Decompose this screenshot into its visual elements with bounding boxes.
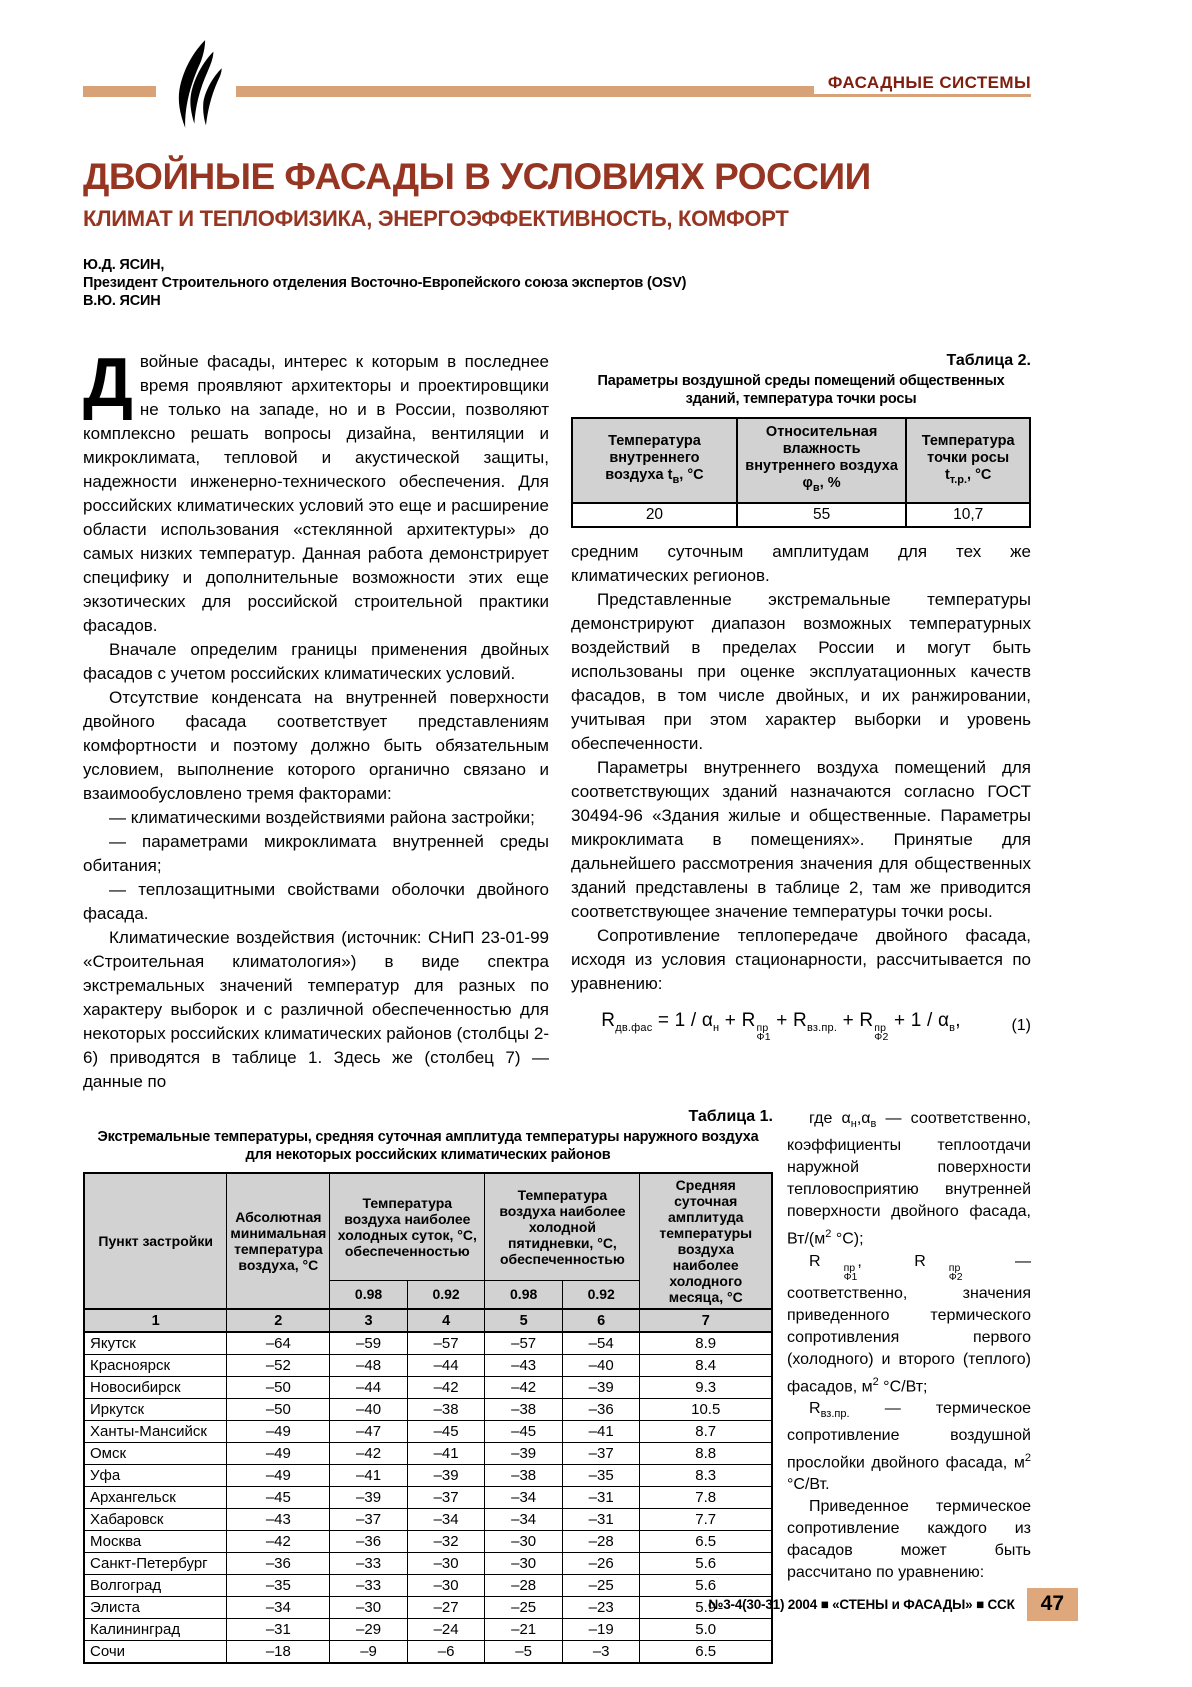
value-cell: –42 [407,1377,485,1399]
value-cell: –34 [227,1597,330,1619]
value-cell: –45 [485,1421,563,1443]
value-cell: –41 [407,1443,485,1465]
value-cell: –40 [562,1355,640,1377]
value-cell: –41 [330,1465,408,1487]
value-cell: –45 [407,1421,485,1443]
city-cell: Санкт-Петербург [84,1553,227,1575]
author-line: В.Ю. ЯСИН [83,293,161,309]
value-cell: –44 [330,1377,408,1399]
value-cell: –27 [407,1597,485,1619]
value-cell: 5.0 [640,1619,772,1641]
page-footer [83,1588,1078,1621]
table1-label: Таблица 1. [688,1108,773,1125]
value-cell: –48 [330,1355,408,1377]
value-cell: –34 [407,1509,485,1531]
value-cell: –24 [407,1619,485,1641]
table2-caption: Параметры воздушной среды помещений общественных зданий, температура точки росы [597,373,1005,407]
column-number: 5 [485,1309,563,1332]
value-cell: –31 [227,1619,330,1641]
value-cell: –31 [562,1509,640,1531]
bottom-section [83,1108,1031,1664]
value-cell: –42 [330,1443,408,1465]
article-subtitle: КЛИМАТ И ТЕПЛОФИЗИКА, ЭНЕРГОЭФФЕКТИВНОСТЬ, КОМФОРТ [83,206,789,231]
column-header: Пункт застройки [84,1173,227,1309]
value-cell: –50 [227,1399,330,1421]
table2-label: Таблица 2. [946,352,1031,369]
value-cell: –21 [485,1619,563,1641]
sup-sub-stack: пр Ф2 [948,1261,963,1284]
value-cell: 10.5 [640,1399,772,1421]
value-cell: 6.5 [640,1531,772,1553]
table-row [84,1421,772,1443]
city-cell: Архангельск [84,1487,227,1509]
value-cell: –40 [330,1399,408,1421]
footer-issue: №3-4(30-31) 2004 ■ «СТЕНЫ и ФАСАДЫ» ■ ССК [708,1597,1015,1612]
value-cell: –37 [330,1509,408,1531]
value-cell: –32 [407,1531,485,1553]
right-column [571,350,1031,1094]
author-line: Президент Строительного отделения Восточно-Европейского союза экспертов (OSV) [83,275,687,291]
sub-header: 0.98 [485,1280,563,1309]
value-cell: –6 [407,1641,485,1664]
value-cell: –38 [485,1399,563,1421]
table1-block [83,1108,773,1664]
value-cell: –35 [562,1465,640,1487]
value-cell: –36 [562,1399,640,1421]
page-number-badge: 47 [1027,1588,1078,1621]
value-cell: 55 [737,503,906,527]
value-cell: 6.5 [640,1641,772,1664]
value-cell: –57 [485,1332,563,1355]
value-cell: 5.9 [640,1597,772,1619]
value-cell: –39 [330,1487,408,1509]
value-cell: 8.8 [640,1443,772,1465]
paragraph: Параметры внутреннего воздуха помещений для соответствующих зданий назначаются согласно ГОСТ 30494-96 «Здания жилые и общественные. Параметры микроклимата в помещениях». Принятые для дальнейшего рассмотрения значения для общественных зданий представлены в таблице 2, там же приводится соответствующее значение температуры точки росы. [571,757,1031,921]
table-row [84,1332,772,1355]
column-header: Температура внутреннего воздуха $t_в$, °С [572,418,737,503]
value-cell: –39 [407,1465,485,1487]
city-cell: Новосибирск [84,1377,227,1399]
value-cell: –57 [407,1332,485,1355]
group-header: Температура воздуха наиболее холодной пятидневки, °С, обеспеченностью [485,1173,640,1280]
city-cell: Сочи [84,1641,227,1664]
sup-sub-stack: пр Ф1 [756,1021,771,1044]
paragraph: средним суточным амплитудам для тех же климатических регионов. [571,541,1031,585]
city-cell: Иркутск [84,1399,227,1421]
table-row [84,1487,772,1509]
value-cell: –29 [330,1619,408,1641]
city-cell: Калининград [84,1619,227,1641]
value-cell: –28 [485,1575,563,1597]
value-cell: –34 [485,1487,563,1509]
table1-caption: Экстремальные температуры, средняя суточная амплитуда температуры наружного воздуха для некоторых российских климатических районов [97,1129,759,1163]
value-cell: –54 [562,1332,640,1355]
value-cell: –26 [562,1553,640,1575]
table-row [84,1531,772,1553]
paragraph: Климатические воздействия (источник: СНиП 23-01-99 «Строительная климатология») в виде спектра экстремальных значений температур для разных по характеру выборок и с различной обеспеченностью для некоторых российских климатических районов (столбцы 2-6) приводятся в таблице 1. Здесь же (столбец 7) — данные по [83,928,549,1091]
value-cell: –3 [562,1641,640,1664]
value-cell: –35 [227,1575,330,1597]
sub-header: 0.92 [562,1280,640,1309]
value-cell: 7.7 [640,1509,772,1531]
table2-value-row [572,503,1030,527]
city-cell: Ханты-Мансийск [84,1421,227,1443]
sub-header: 0.92 [407,1280,485,1309]
value-cell: 9.3 [640,1377,772,1399]
value-cell: –59 [330,1332,408,1355]
article-body [83,343,1032,1664]
value-cell: 10,7 [906,503,1030,527]
notes-column [787,1108,1031,1664]
value-cell: 20 [572,503,737,527]
table-row [84,1355,772,1377]
value-cell: –5 [485,1641,563,1664]
column-number: 2 [227,1309,330,1332]
value-cell: –50 [227,1377,330,1399]
value-cell: 7.8 [640,1487,772,1509]
value-cell: –38 [407,1399,485,1421]
value-cell: –42 [227,1531,330,1553]
value-cell: –47 [330,1421,408,1443]
column-number: 1 [84,1309,227,1332]
bullet-item: — параметрами микроклимата внутренней среды обитания; [83,832,549,875]
city-cell: Красноярск [84,1355,227,1377]
value-cell: –9 [330,1641,408,1664]
paragraph: Представленные экстремальные температуры демонстрируют диапазон возможных температурных воздействий в пределах России и могут быть использованы при оценке эксплуатационных качеств фасадов, в том числе двойных, и их ранжировании, учитывая при этом характер выборки и уровень обеспеченности. [571,589,1031,753]
equation-1 [571,1010,1031,1043]
column-header: Температура точки росы $t_{т.р.}$, °С [906,418,1030,503]
value-cell: 8.9 [640,1332,772,1355]
value-cell: –42 [485,1377,563,1399]
value-cell: –30 [485,1553,563,1575]
value-cell: –18 [227,1641,330,1664]
city-cell: Волгоград [84,1575,227,1597]
note-paragraph: где $\alpha_н,\alpha_в$ — соответственно, коэффициенты теплоотдачи наружной поверхности тепловосприятию внутренней поверхности двойного фасада, $Вт/(м^2$ °С); [787,1110,1032,1248]
value-cell: –41 [562,1421,640,1443]
bullet-item: — климатическими воздействиями района застройки; [109,808,535,827]
value-cell: 5.6 [640,1553,772,1575]
group-header: Температура воздуха наиболее холодных суток, °С, обеспеченностью [330,1173,485,1280]
note-paragraph: $R_{вз.пр.}$ — термическое сопротивление воздушной прослойки двойного фасада, $м^2$ °С/Вт. [787,1399,1031,1494]
column-number: 6 [562,1309,640,1332]
sup-sub-stack: пр Ф2 [874,1021,889,1044]
value-cell: –39 [485,1443,563,1465]
value-cell: –34 [485,1509,563,1531]
intro-paragraph: Двойные фасады, интерес к которым в последнее время проявляют архитекторы и проектировщики не только на западе, но и в России, позволяют комплексно решать вопросы дизайна, вентиляции и микроклимата, тепловой и акустической защиты, надежности инженерно-технического обеспечения. Для российских климатических условий это еще и расширение области использования «стеклянной архитектуры» до самых низких температур. Данная работа демонстрирует специфику и дополнительные возможности этих еще экзотических для российской строительной практики фасадов. [83,343,549,635]
value-cell: –23 [562,1597,640,1619]
value-cell: –38 [485,1465,563,1487]
value-cell: –37 [562,1443,640,1465]
authors-block [83,256,686,310]
column-header: Относительная влажность внутреннего воздуха $\varphi_в$, % [737,418,906,503]
column-header: Средняя суточная амплитуда температуры воздуха наиболее холодного месяца, °С [640,1173,772,1309]
bullet-item: — теплозащитными свойствами оболочки двойного фасада. [83,880,549,923]
table-row [84,1619,772,1641]
value-cell: 8.4 [640,1355,772,1377]
sub-header: 0.98 [330,1280,408,1309]
value-cell: –28 [562,1531,640,1553]
equation-body: $R_{дв.фас} = 1 / \alpha_н + R$ пр Ф1 + $R_{вз.пр.} + R$ пр Ф2 + $1 / \alpha_в$, [601,1009,961,1044]
value-cell: –30 [407,1575,485,1597]
paragraph: Сопротивление теплопередаче двойного фасада, исходя из условия стационарности, рассчитывается по уравнению: [571,925,1031,993]
value-cell: –31 [562,1487,640,1509]
value-cell: –30 [485,1531,563,1553]
value-cell: –36 [227,1553,330,1575]
value-cell: 8.7 [640,1421,772,1443]
table-row [84,1641,772,1664]
column-number: 7 [640,1309,772,1332]
city-cell: Хабаровск [84,1509,227,1531]
sup-sub-stack: пр Ф1 [843,1261,858,1284]
value-cell: –25 [562,1575,640,1597]
note-paragraph: R пр Ф1 , R пр Ф2 — соответственно, значения приведенного термического сопротивления первого (холодного) и второго (теплого) фасадов, $м^2$ °С/Вт; [787,1252,1031,1395]
value-cell: –30 [407,1553,485,1575]
drop-cap: Д [83,343,133,421]
value-cell: –52 [227,1355,330,1377]
city-cell: Омск [84,1443,227,1465]
value-cell: –44 [407,1355,485,1377]
note-paragraph: Приведенное термическое сопротивление каждого из фасадов может быть рассчитано по уравнению: [787,1498,1031,1582]
paragraph: Отсутствие конденсата на внутренней поверхности двойного фасада соответствует представлениям комфортности и поэтому должно быть обязательным условием, выполнение которого органично связано и взаимообусловлено тремя факторами: [83,688,549,803]
table-row [84,1465,772,1487]
publisher-logo-icon [156,28,236,140]
equation-number: (1) [1011,1017,1031,1035]
paragraph: Вначале определим границы применения двойных фасадов с учетом российских климатических условий. [83,640,549,683]
left-column [83,343,549,1094]
value-cell: –36 [330,1531,408,1553]
table-row [84,1509,772,1531]
value-cell: –49 [227,1421,330,1443]
right-column-text [571,540,1031,996]
value-cell: –49 [227,1443,330,1465]
value-cell: –19 [562,1619,640,1641]
table-row [84,1377,772,1399]
author-line: Ю.Д. ЯСИН, [83,257,165,273]
table-row [84,1399,772,1421]
value-cell: –30 [330,1597,408,1619]
value-cell: 5.6 [640,1575,772,1597]
city-cell: Элиста [84,1597,227,1619]
table2-header-row [572,418,1030,503]
value-cell: –49 [227,1465,330,1487]
article-title: ДВОЙНЫЕ ФАСАДЫ В УСЛОВИЯХ РОССИИ [83,156,871,197]
value-cell: –37 [407,1487,485,1509]
table2-indoor-air-parameters [571,417,1031,528]
city-cell: Уфа [84,1465,227,1487]
value-cell: 8.3 [640,1465,772,1487]
city-cell: Москва [84,1531,227,1553]
value-cell: –43 [485,1355,563,1377]
value-cell: –43 [227,1509,330,1531]
table1-header-row [84,1173,772,1280]
column-header: Абсолютная минимальная температура воздуха, °С [227,1173,330,1309]
table1-number-row [84,1309,772,1332]
table-row [84,1443,772,1465]
value-cell: –39 [562,1377,640,1399]
value-cell: –33 [330,1553,408,1575]
city-cell: Якутск [84,1332,227,1355]
value-cell: –45 [227,1487,330,1509]
value-cell: –64 [227,1332,330,1355]
section-label: ФАСАДНЫЕ СИСТЕМЫ [814,72,1031,94]
column-number: 4 [407,1309,485,1332]
value-cell: –33 [330,1575,408,1597]
table-row [84,1553,772,1575]
column-number: 3 [330,1309,408,1332]
value-cell: –25 [485,1597,563,1619]
